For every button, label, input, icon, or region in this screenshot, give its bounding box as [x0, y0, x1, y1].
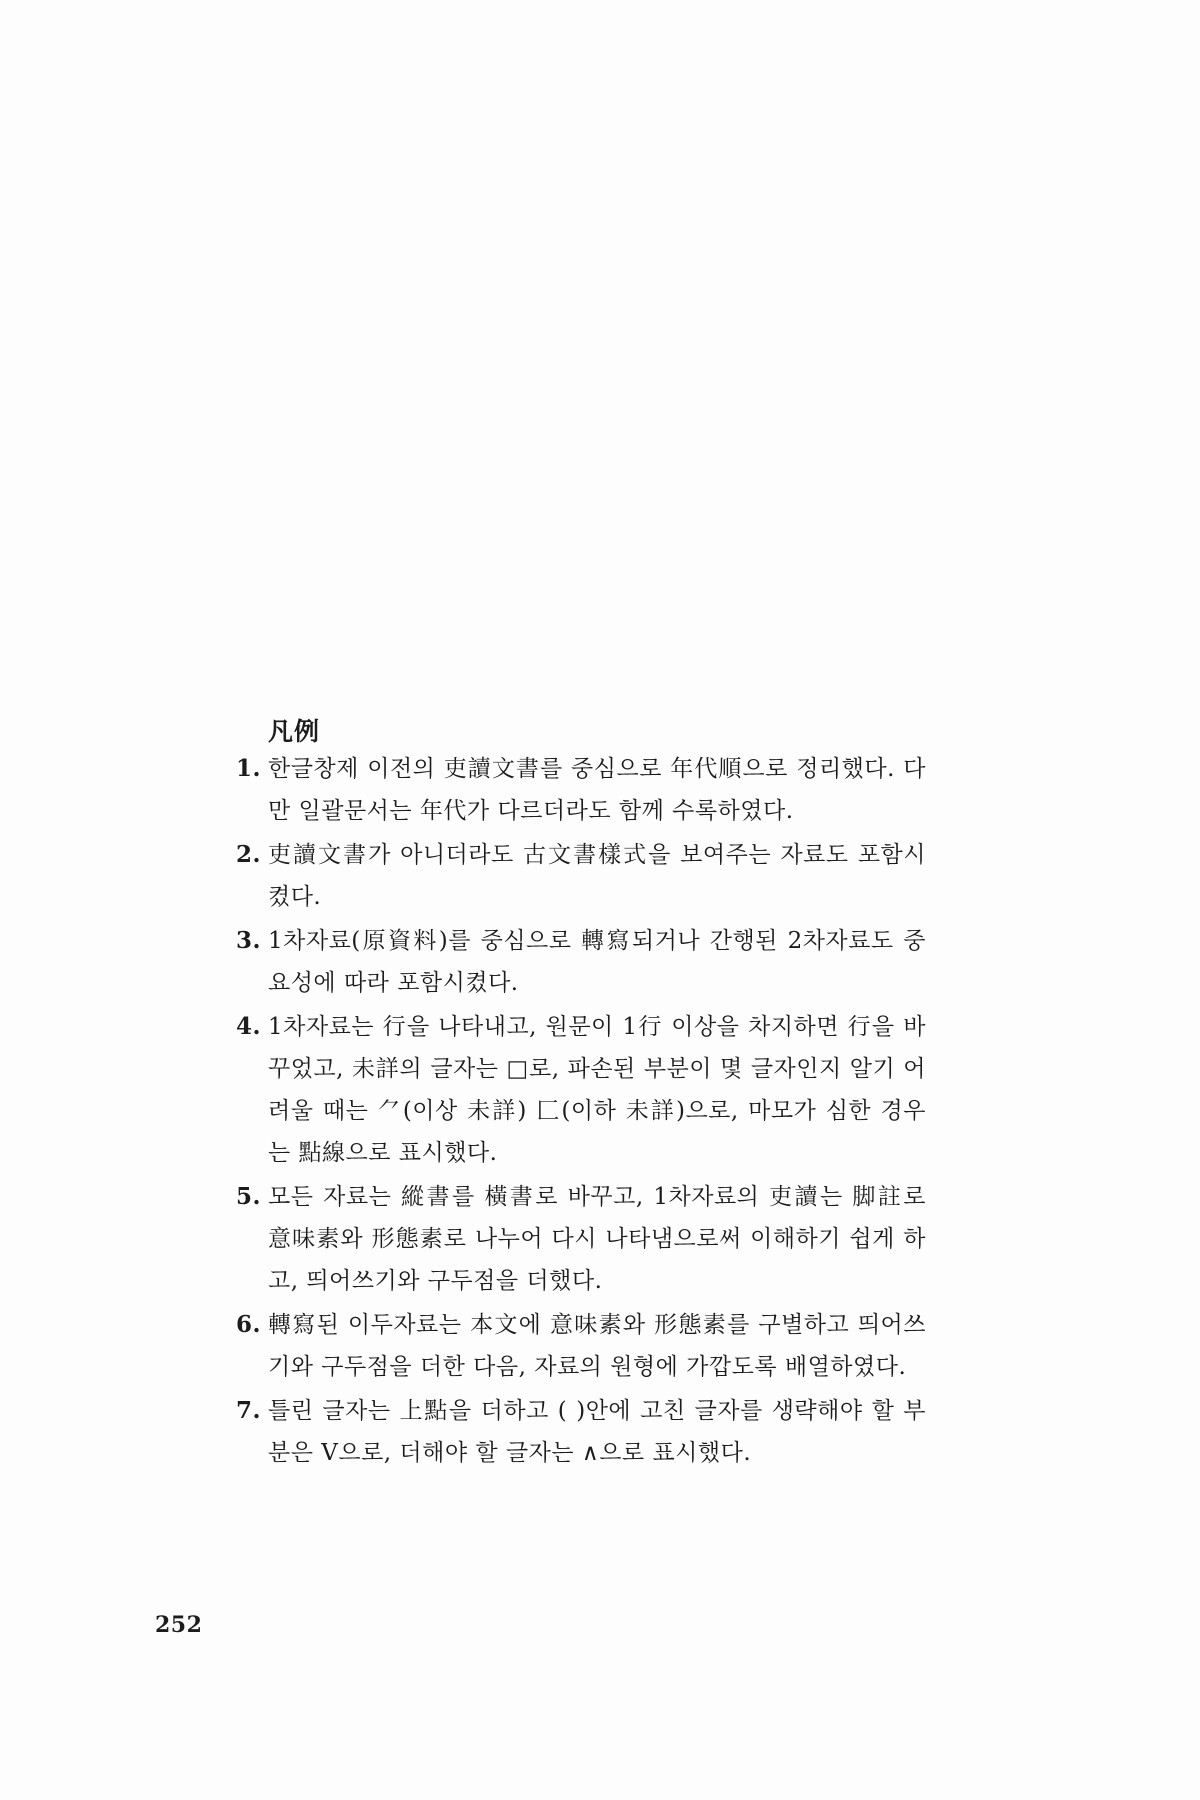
list-item — [236, 834, 926, 918]
section-heading: 凡例 — [268, 717, 321, 746]
list-item — [236, 920, 926, 1004]
item-text: 吏讀文書가 아니더라도 古文書樣式을 보여주는 자료도 포함시켰다. — [268, 842, 926, 910]
list-item — [236, 1006, 926, 1174]
item-number: 5. — [236, 1183, 262, 1210]
list-item — [236, 1176, 926, 1302]
list-item — [236, 1390, 926, 1474]
rules-list — [236, 748, 926, 1476]
item-text: 1차자료는 行을 나타내고, 원문이 1行 이상을 차지하면 行을 바꾸었고, 未詳의 글자는 □로, 파손된 부분이 몇 글자인지 알기 어려울 때는 ⺈(이상 未詳) ⼕(이하 未詳)으로, 마모가 심한 경우는 點線으로 표시했다. — [268, 1014, 926, 1166]
item-text: 한글창제 이전의 吏讀文書를 중심으로 年代順으로 정리했다. 다만 일괄문서는 年代가 다르더라도 함께 수록하였다. — [268, 756, 926, 824]
item-text: 모든 자료는 縱書를 橫書로 바꾸고, 1차자료의 吏讀는 脚註로 意味素와 形態素로 나누어 다시 나타냄으로써 이해하기 쉽게 하고, 띄어쓰기와 구두점을 더했다. — [268, 1184, 926, 1294]
list-item — [236, 748, 926, 832]
item-text: 1차자료(原資料)를 중심으로 轉寫되거나 간행된 2차자료도 중요성에 따라 포함시켰다. — [268, 928, 926, 996]
page-number: 252 — [155, 1612, 203, 1638]
item-number: 1. — [236, 755, 262, 782]
item-text: 轉寫된 이두자료는 本文에 意味素와 形態素를 구별하고 띄어쓰기와 구두점을 더한 다음, 자료의 원형에 가깝도록 배열하였다. — [268, 1312, 926, 1380]
item-number: 3. — [236, 927, 262, 954]
item-number: 4. — [236, 1013, 262, 1040]
item-text: 틀린 글자는 上點을 더하고 ( )안에 고친 글자를 생략해야 할 부분은 V으로, 더해야 할 글자는 ∧으로 표시했다. — [268, 1398, 926, 1466]
item-number: 7. — [236, 1397, 262, 1424]
item-number: 6. — [236, 1311, 262, 1338]
list-item — [236, 1304, 926, 1388]
item-number: 2. — [236, 841, 262, 868]
